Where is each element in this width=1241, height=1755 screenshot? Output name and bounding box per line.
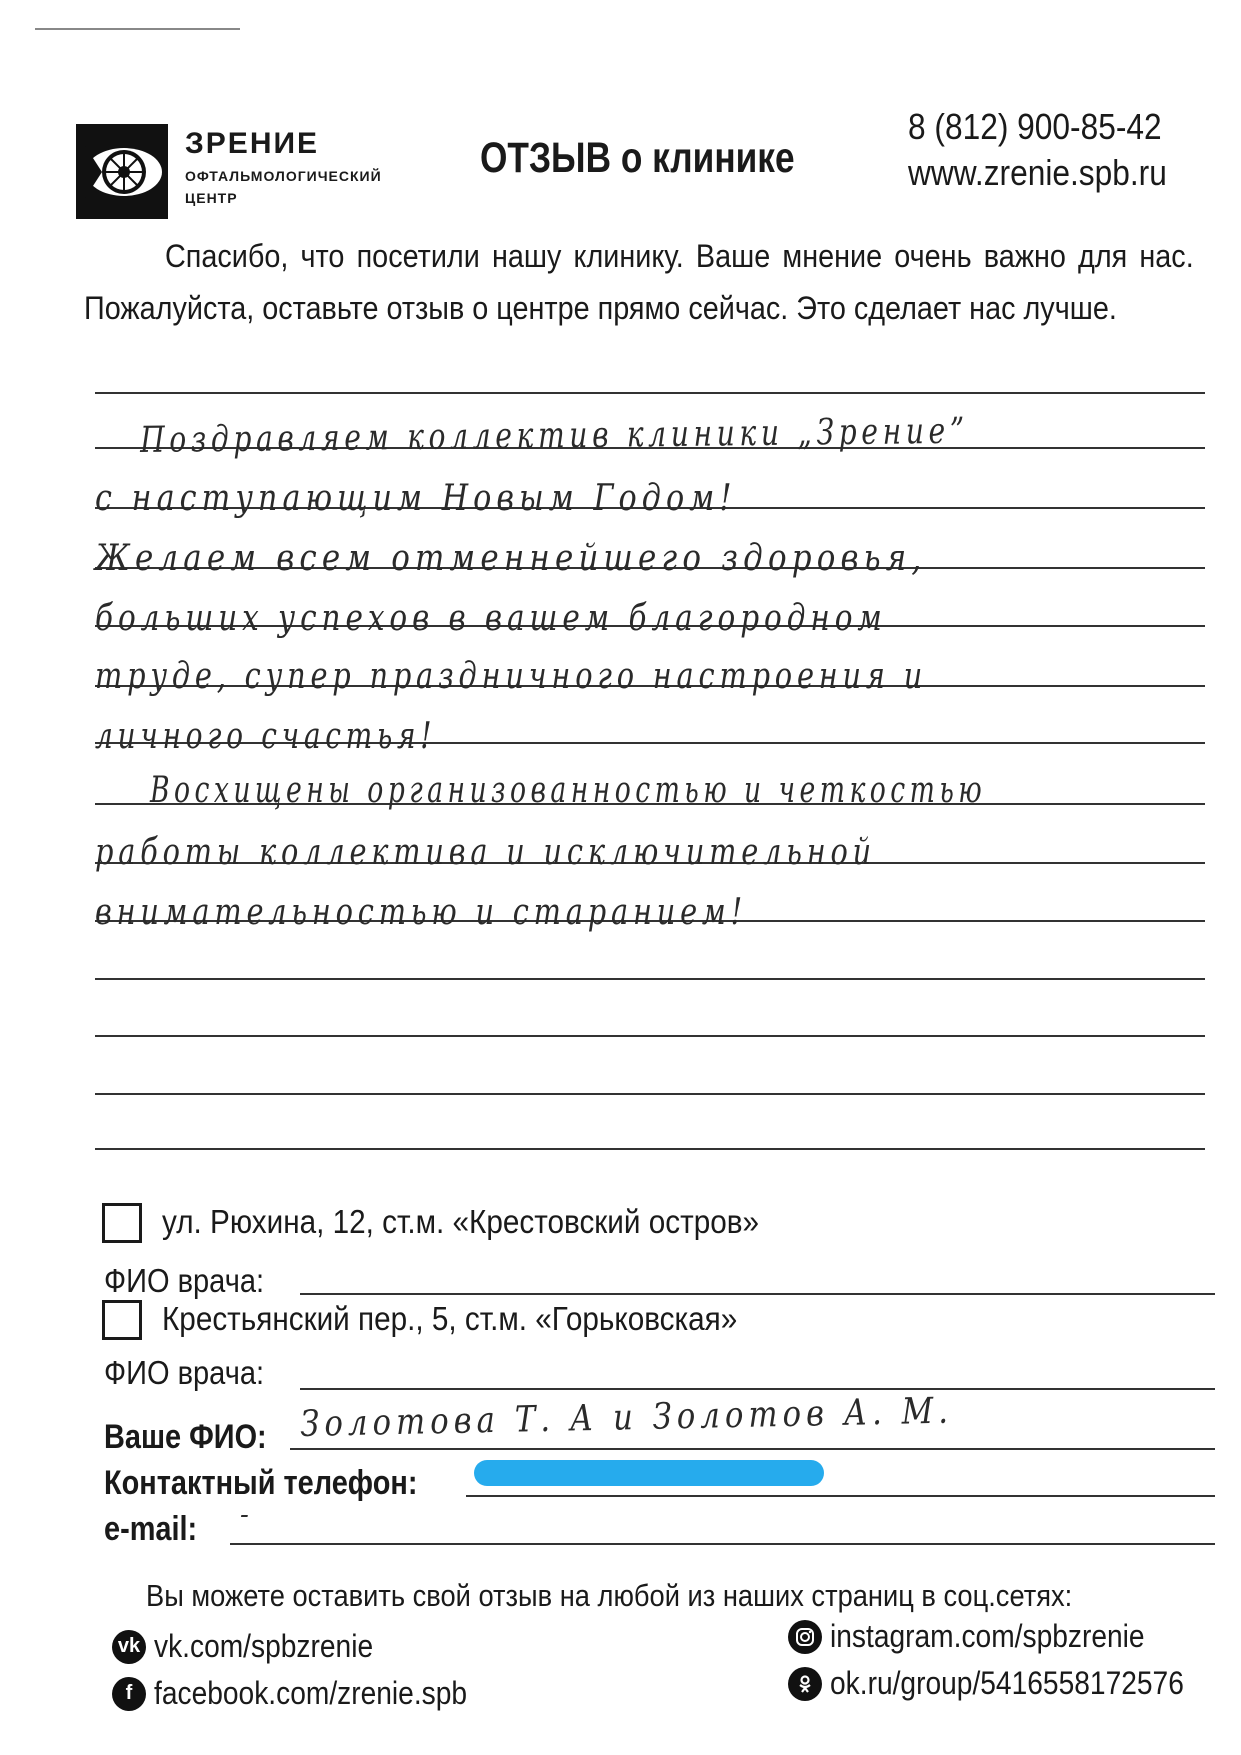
name-value: Золотова Т. А и Золотов А. М.: [300, 1390, 954, 1445]
location-1-doctor-field[interactable]: [300, 1293, 1215, 1295]
email-value: -: [240, 1500, 255, 1530]
facebook-link[interactable]: [112, 1675, 510, 1712]
review-line: Восхищены организованностью и четкостью: [150, 770, 987, 811]
location-2-address: Крестьянский пер., 5, ст.м. «Горьковская»: [162, 1300, 738, 1337]
review-line: Желаем всем отменнейшего здоровья,: [95, 538, 927, 579]
phone-field[interactable]: [466, 1495, 1215, 1497]
scan-edge-line: [35, 28, 240, 30]
review-line: работы коллектива и исключительной: [95, 832, 877, 873]
logo-subtitle-line-1: ОФТАЛЬМОЛОГИЧЕСКИЙ: [185, 168, 382, 184]
clinic-phone: 8 (812) 900-85-42: [908, 106, 1162, 147]
facebook-link-text: facebook.com/zrenie.spb: [154, 1675, 468, 1711]
review-line: внимательностью и старанием!: [95, 892, 747, 933]
instagram-link[interactable]: [788, 1618, 1187, 1655]
logo-subtitle: [185, 165, 382, 209]
ruled-line: [95, 1035, 1205, 1037]
location-1-address: ул. Рюхина, 12, ст.м. «Крестовский остров»: [162, 1203, 760, 1240]
email-label: e-mail:: [104, 1510, 198, 1548]
location-1-checkbox[interactable]: [102, 1203, 142, 1243]
page-title: ОТЗЫВ о клинике: [480, 134, 795, 182]
intro-text: Спасибо, что посетили нашу клинику. Ваше мнение очень важно для нас. Пожалуйста, оставьте отзыв о центре прямо сейчас. Это сделает нас лучше.: [84, 238, 1194, 326]
review-line: Поздравляем коллектив клиники „Зрение”: [140, 410, 970, 461]
ruled-line: [95, 392, 1205, 394]
clinic-website: www.zrenie.spb.ru: [908, 152, 1167, 193]
vk-link[interactable]: [112, 1628, 403, 1665]
vk-icon: vk: [112, 1630, 146, 1664]
instagram-icon: [788, 1620, 822, 1654]
ruled-line: [95, 1093, 1205, 1095]
vk-link-text: vk.com/spbzrenie: [154, 1628, 374, 1664]
review-line: больших успехов в вашем благородном: [95, 598, 887, 639]
redacted-phone: [474, 1460, 824, 1486]
location-1-doctor-label: ФИО врача:: [104, 1262, 265, 1299]
social-intro: Вы можете оставить свой отзыв на любой из наших страниц в соц.сетях:: [146, 1578, 1073, 1613]
name-field[interactable]: [290, 1448, 1215, 1450]
ruled-line: [95, 978, 1205, 980]
eye-logo-icon: [76, 124, 168, 219]
review-line: личного счастья!: [95, 716, 437, 757]
location-2-doctor-label: ФИО врача:: [104, 1354, 265, 1391]
ruled-line: [95, 1148, 1205, 1150]
location-2-doctor-field[interactable]: [300, 1388, 1215, 1390]
ok-link[interactable]: [788, 1665, 1232, 1702]
email-field[interactable]: [230, 1543, 1215, 1545]
name-label: Ваше ФИО:: [104, 1418, 267, 1456]
phone-label: Контактный телефон:: [104, 1464, 418, 1502]
review-line: с наступающим Новым Годом!: [95, 478, 737, 519]
logo-name: ЗРЕНИЕ: [185, 127, 320, 160]
logo-subtitle-line-2: ЦЕНТР: [185, 190, 238, 206]
ok-icon: [788, 1667, 822, 1701]
ok-link-text: ok.ru/group/5416558172576: [830, 1665, 1184, 1701]
location-2-checkbox[interactable]: [102, 1300, 142, 1340]
facebook-icon: f: [112, 1677, 146, 1711]
review-line: труде, супер праздничного настроения и: [95, 656, 928, 697]
instagram-link-text: instagram.com/spbzrenie: [830, 1618, 1145, 1654]
